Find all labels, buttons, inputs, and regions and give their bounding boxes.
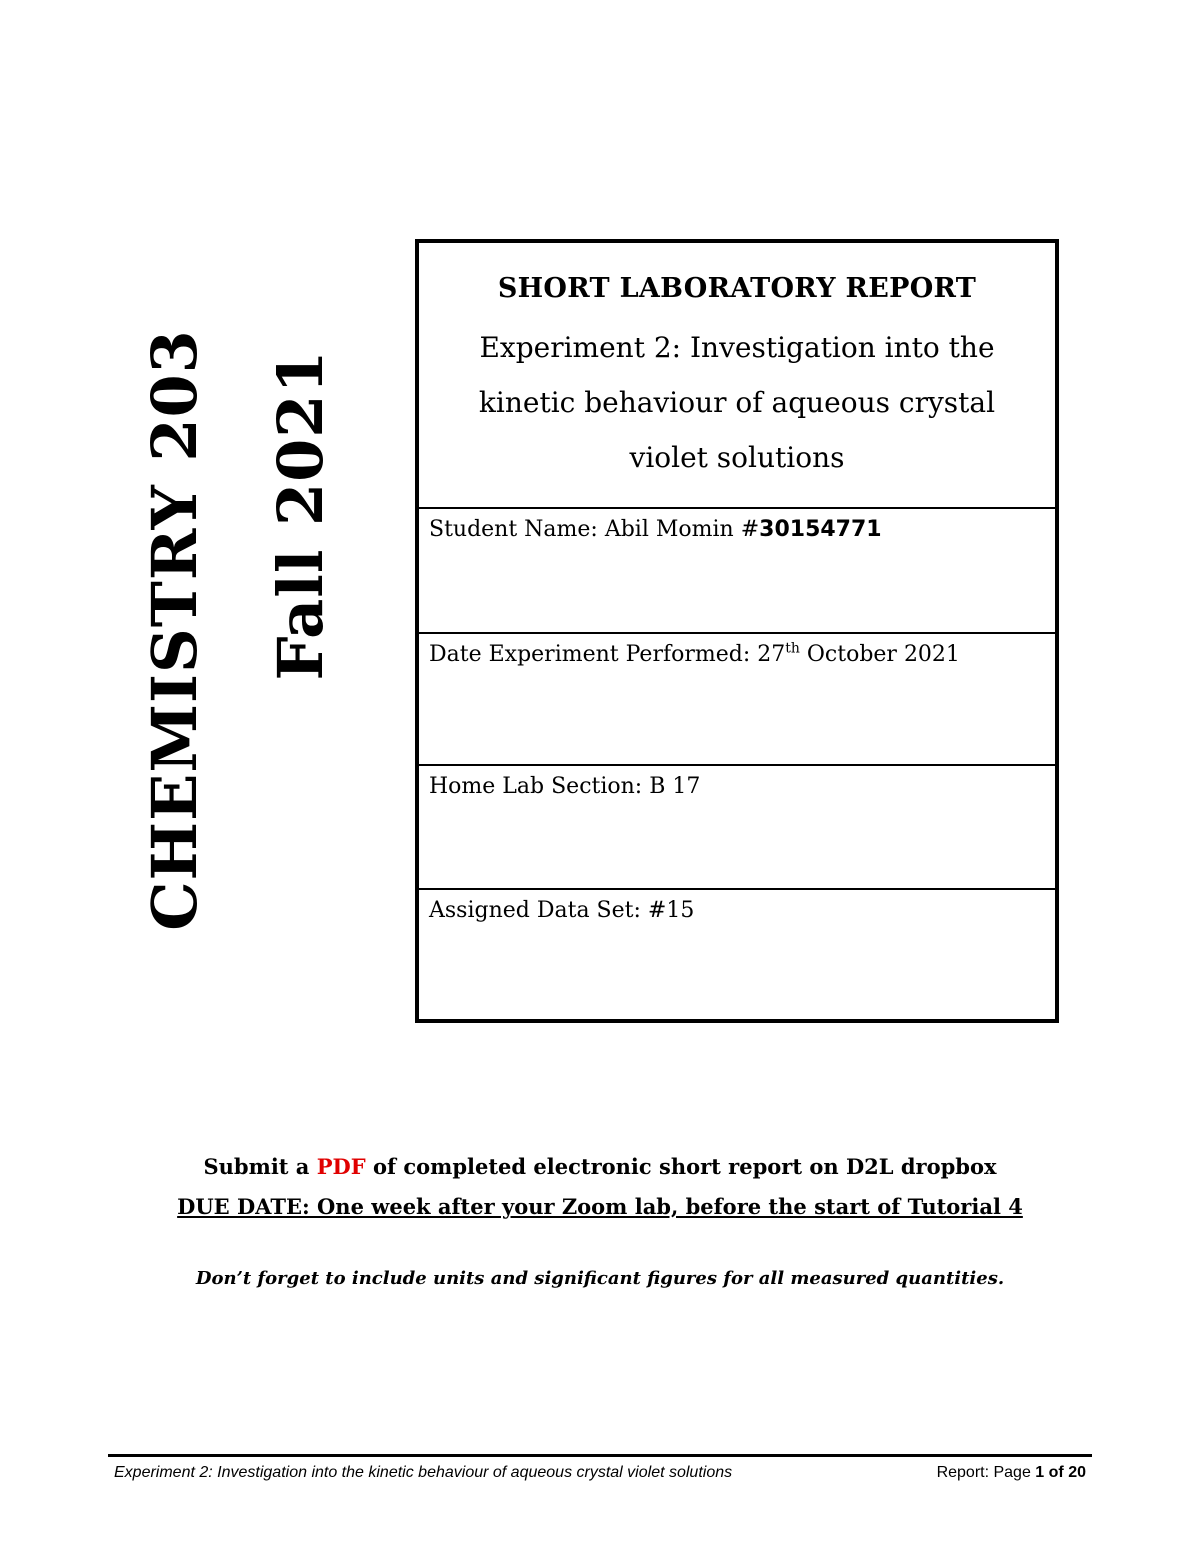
report-heading: SHORT LABORATORY REPORT	[497, 273, 977, 304]
date-cell	[419, 634, 1055, 766]
side-title	[130, 280, 340, 980]
submit-prefix: Submit a	[203, 1154, 317, 1179]
experiment-title-line: kinetic behaviour of aqueous crystal	[478, 386, 996, 419]
course-title: CHEMISTRY 203	[138, 329, 211, 931]
experiment-title-line: violet solutions	[629, 441, 845, 474]
page-current: 1	[1035, 1464, 1045, 1481]
date-value: October 2021	[799, 642, 960, 667]
submit-instruction	[0, 1150, 1200, 1184]
page-label: Report: Page	[936, 1464, 1036, 1481]
page-total: 20	[1068, 1464, 1086, 1481]
experiment-title-line: Experiment 2: Investigation into the	[479, 331, 995, 364]
units-reminder: Don’t forget to include units and significant figures for all measured quantities.	[195, 1268, 1005, 1289]
pdf-keyword: PDF	[316, 1154, 366, 1179]
student-name-label: Student Name: Abil Momin #	[429, 517, 760, 542]
submit-suffix: of completed electronic short report on D2L dropbox	[365, 1154, 997, 1179]
data-set-cell	[419, 890, 1055, 1019]
footer-title: Experiment 2: Investigation into the kinetic behaviour of aqueous crystal violet solutions	[114, 1464, 733, 1481]
student-name-cell	[419, 509, 1055, 634]
page-of: of	[1044, 1464, 1069, 1481]
page-footer	[108, 1454, 1092, 1482]
report-title-box	[415, 239, 1059, 1023]
data-set-label: Assigned Data Set: #15	[429, 898, 695, 923]
report-header-cell	[419, 243, 1055, 509]
page-number	[937, 1464, 1092, 1482]
lab-section-cell	[419, 766, 1055, 890]
submission-notes	[0, 1150, 1200, 1289]
due-date: DUE DATE: One week after your Zoom lab, before the start of Tutorial 4	[177, 1194, 1023, 1219]
date-ordinal: th	[785, 640, 800, 657]
experiment-title	[419, 320, 1055, 485]
term-title: Fall 2021	[264, 349, 337, 681]
date-label: Date Experiment Performed: 27	[429, 642, 786, 667]
lab-section-label: Home Lab Section: B 17	[429, 774, 701, 799]
student-id: 30154771	[759, 517, 882, 542]
